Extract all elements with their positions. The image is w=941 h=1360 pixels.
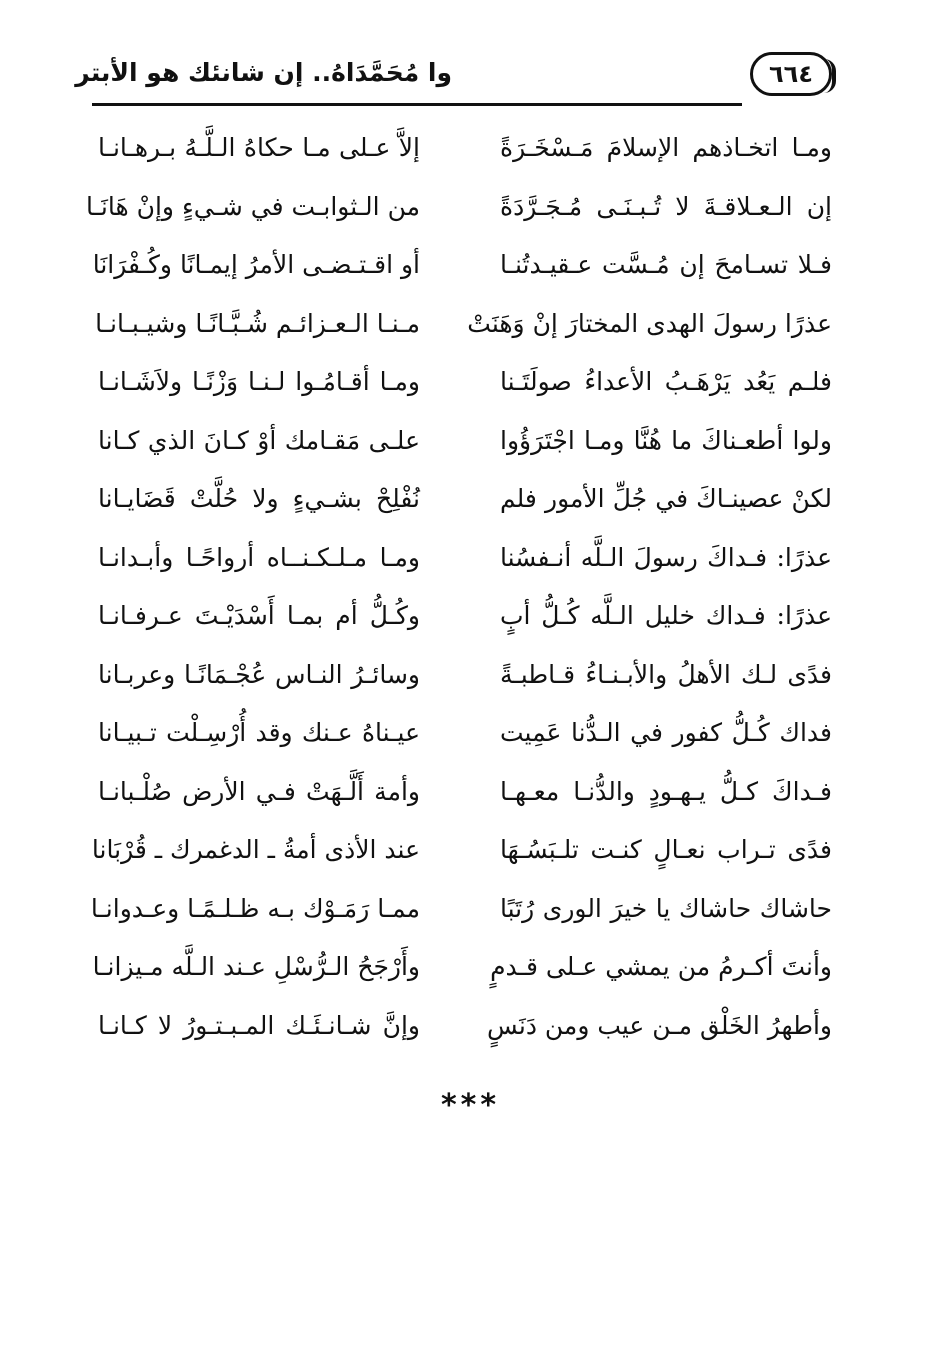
verse-second-hemistich: مـنـا الـعـزائـم شُـبَّـانًـا وشيـبـانـا [95,308,420,338]
verse [90,703,832,762]
verse [90,645,832,704]
page-number-badge [750,52,832,96]
verse-second-hemistich: علـى مَقـامك أوْ كـانَ الذي كـانا [98,425,420,455]
verse [90,820,832,879]
verse [90,937,832,996]
verse-first-hemistich: فـداكَ كـلُّ يـهـودٍ والدُّنـا معـهـا [500,776,832,806]
running-title: وا مُحَمَّدَاهُ.. إن شانئك هو الأبتر [75,58,452,87]
verse-second-hemistich: عند الأذى أمةُ ـ الدغمرك ـ قُرْبَانا [91,835,420,864]
verse [90,586,832,645]
verse-first-hemistich: فلـم يَعُد يَرْهَـبُ الأعداءُ صولَتَـنا [500,367,832,396]
verse-second-hemistich: نُفْلِحْ بشـيءٍ ولا حُلَّتْ قَضَايـانا [98,484,420,513]
verse-first-hemistich: فداك كُـلُّ كفور في الـدُّنا عَمِيت [500,718,832,747]
page-number: ٦٦٤ [769,60,813,88]
section-separator: *** [440,1088,501,1123]
verse [90,118,832,177]
verse-first-hemistich: عذرًا رسولَ الهدى المختارَ إنْ وَهَنَتْ [467,308,832,338]
verse-first-hemistich: إن الـعـلاقـةَ لا تُـبـنَـى مُـجَـرَّدَةً [500,191,832,221]
verse-second-hemistich: أو اقـتـضـى الأمرُ إيمـانًا وكُـفْرَانَا [92,250,420,279]
verse-second-hemistich: وكُـلُّ أم بمـا أَسْدَيْـتَ عـرفـانـا [98,601,420,630]
verse-second-hemistich: ومـا مـلـكـنــاه أرواحًـا وأبـدانـا [98,542,420,572]
verse [85,177,832,236]
verse-second-hemistich: وأَرْجَحُ الـرُّسْلِ عـند الـلَّه مـيزانـا [92,952,420,981]
verse-first-hemistich: ولوا أطعـناكَ ما هُنَّا ومـا اجْتَرَؤُوا [500,425,832,455]
verse-second-hemistich: وأمة أَلَّـهَتْ فـي الأرض صُلْـبانـا [98,776,420,806]
verse-first-hemistich: عذرًا: فـداكَ رسولَ الـلَّه أنـفسُنا [500,542,832,572]
verse [90,352,832,411]
verse [90,235,832,294]
verse [90,528,832,587]
verse-second-hemistich: من الـثوابـت في شـيءٍ وإنْ هَانَـا [85,191,420,221]
verse-second-hemistich: عيـناهُ عـنك وقد أُرْسِـلْت تـبيـانا [98,718,420,747]
verse [90,294,832,353]
verse-first-hemistich: فـلا تسـامحَ إن مُـسَّت عـقيـدتُنـا [500,250,832,279]
verse-first-hemistich: ومـا اتخـاذهم الإسلامَ مَـسْخَـرَةً [500,133,832,162]
verse [90,469,832,528]
verse-first-hemistich: فدًى تـراب نعـالٍ كنـت تلـبَسُـهَا [500,835,832,864]
verse [90,762,832,821]
verse-first-hemistich: عذرًا: فـداك خليل الـلَّه كُـلُّ أبٍ [500,601,832,630]
verse-second-hemistich: ومـا أقـامُـوا لـنـا وَزْنًـا ولاَشَـانـا [98,367,420,396]
verse [90,879,832,938]
verse [90,996,832,1055]
verse-second-hemistich: وإنَّ شـانـئَـك المـبـتـورُ لا كـانـا [98,1010,420,1040]
verse-first-hemistich: حاشاك حاشاك يا خيرَ الورى رُتَبًا [500,893,832,923]
verse-second-hemistich: ممـا رَمَـوْك بـه ظـلـمًـا وعـدوانـا [90,893,420,923]
verse-first-hemistich: لكنْ عصينـاكَ في جُلِّ الأمور فلم [500,484,832,513]
verse [90,411,832,470]
verse-first-hemistich: وأنتَ أكـرمُ من يمشي عـلى قـدمٍ [490,952,832,981]
page-header [75,50,832,104]
header-divider [92,103,742,106]
verse-first-hemistich: وأطهرُ الخَلْق مـن عيب ومن دَنَسٍ [486,1010,832,1040]
poem [85,118,832,1054]
verse-second-hemistich: وسائـرُ النـاس عُجْـمَانًـا وعربـانا [98,659,420,689]
verse-second-hemistich: إلاَّ عـلى مـا حكاهُ الـلَّـهُ بـرهـانـا [98,133,420,162]
verse-first-hemistich: فدًى لـك الأهلُ والأبـنـاءُ قـاطبـةً [500,659,832,689]
